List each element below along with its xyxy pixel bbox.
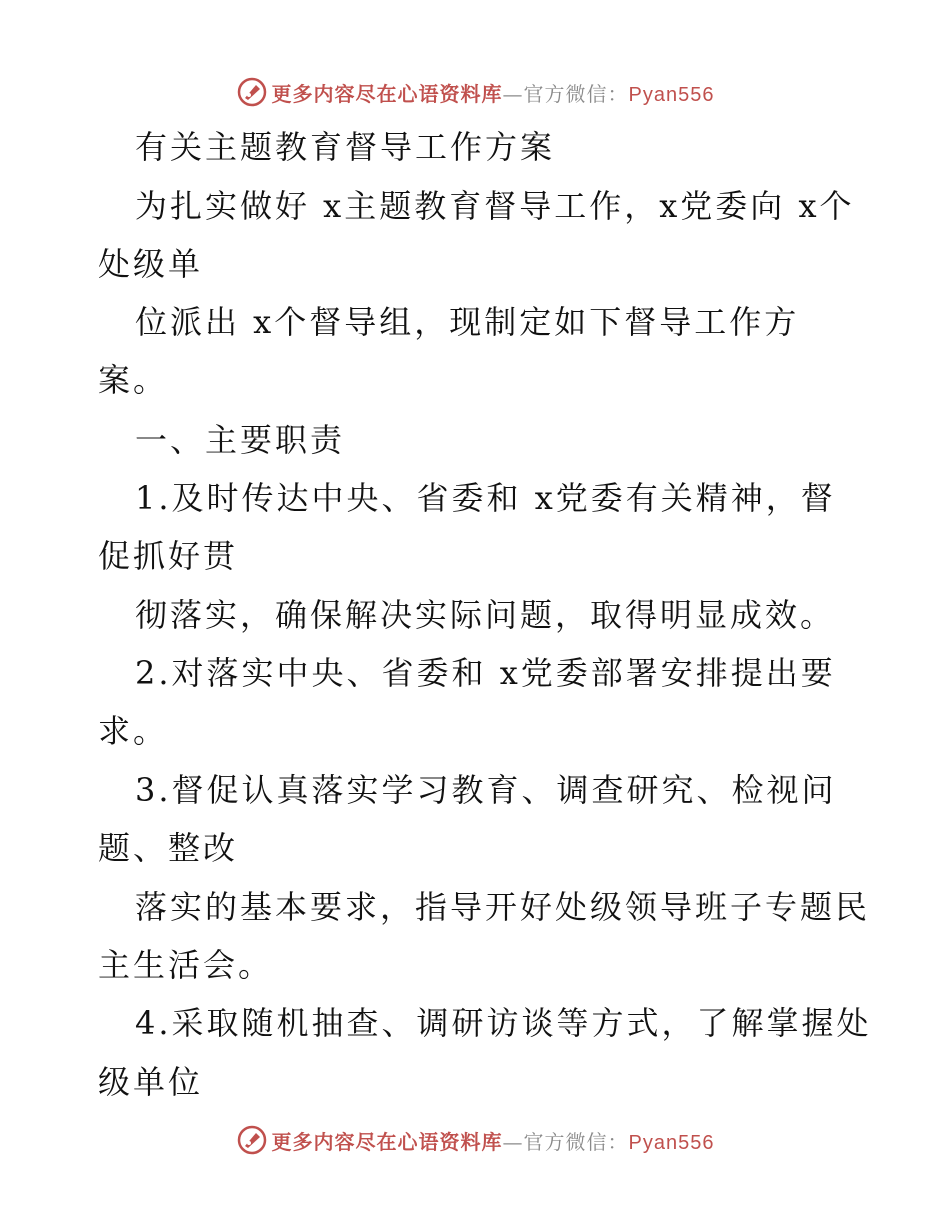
paragraph-line: 级单位 (98, 1063, 204, 1101)
paragraph-line: 求。 (98, 712, 169, 750)
watermark-dash: — (502, 1129, 524, 1154)
watermark-text (272, 1126, 715, 1155)
watermark-wechat-id: Pyan556 (628, 83, 715, 106)
watermark-site-text: 更多内容尽在心语资料库 (271, 1129, 503, 1154)
watermark-dash: — (502, 81, 524, 106)
paragraph-line: 主生活会。 (98, 946, 274, 984)
paragraph-line: 落实的基本要求，指导开好处级领导班子专题民 (135, 888, 871, 926)
paragraph-line: 题、整改 (98, 829, 239, 867)
watermark-wechat-label: 官方微信： (523, 81, 629, 106)
list-item-4: 4.采取随机抽查、调研访谈等方式，了解掌握处 (135, 1004, 872, 1042)
footer-watermark (0, 1120, 950, 1160)
document-title: 有关主题教育督导工作方案 (135, 128, 556, 166)
paragraph-line: 为扎实做好 x主题教育督导工作，x党委向 x个 (135, 187, 855, 225)
list-item-2: 2.对落实中央、省委和 x党委部署安排提出要 (135, 654, 836, 692)
paragraph-line: 案。 (98, 361, 169, 399)
list-item-1: 1.及时传达中央、省委和 x党委有关精神，督 (135, 479, 836, 517)
list-item-3: 3.督促认真落实学习教育、调查研究、检视问 (135, 771, 837, 809)
paragraph-line: 彻落实，确保解决实际问题，取得明显成效。 (135, 596, 836, 634)
paragraph-line: 促抓好贯 (98, 537, 239, 575)
watermark-wechat-id: Pyan556 (628, 1131, 715, 1154)
section-heading: 一、主要职责 (135, 421, 346, 459)
watermark-site-text: 更多内容尽在心语资料库 (271, 81, 503, 106)
watermark-wechat-label: 官方微信： (523, 1129, 629, 1154)
paragraph-line: 位派出 x个督导组，现制定如下督导工作方 (135, 303, 800, 341)
pen-nib-logo-icon (236, 1124, 268, 1156)
paragraph-line: 处级单 (98, 245, 204, 283)
